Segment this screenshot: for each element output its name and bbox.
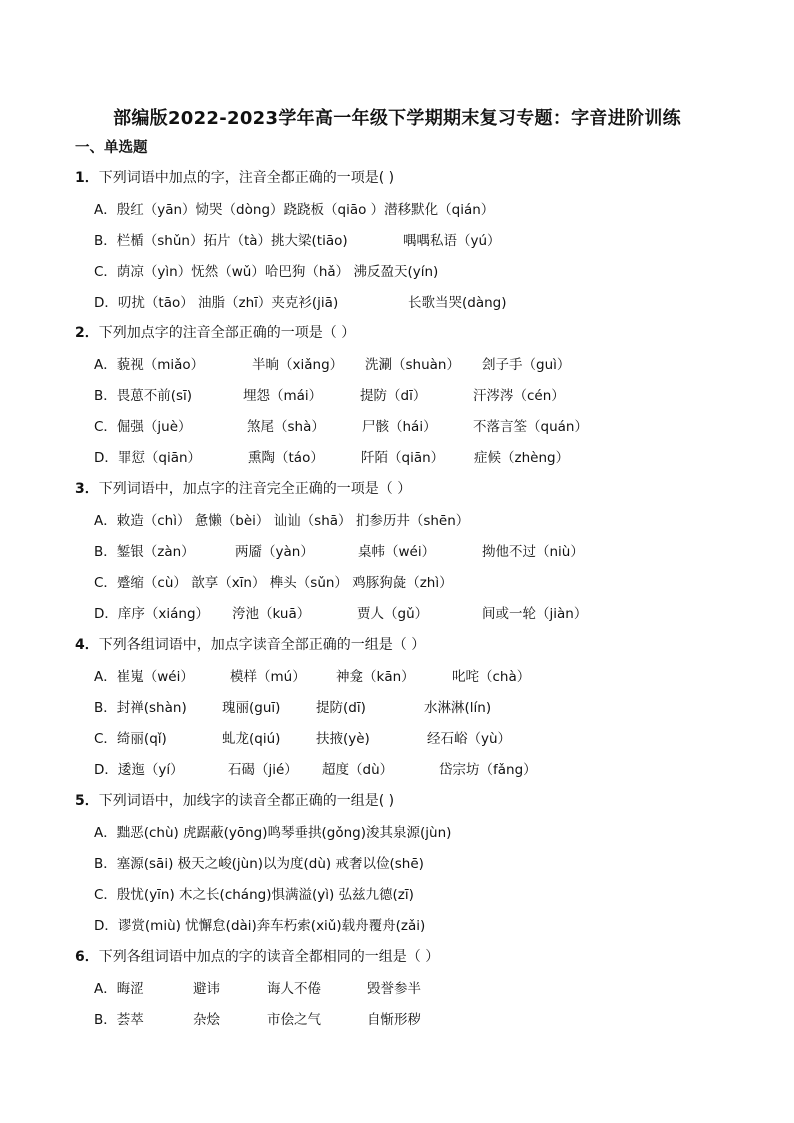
option-d-part-1: D．罪愆（qiān） xyxy=(94,450,202,466)
question-2 xyxy=(75,322,355,342)
option-a-part-2: 避讳 xyxy=(193,981,220,997)
option-d: D．叨扰（tāo） 油脂（zhī）夹克衫(jiā) 长歌当哭(dàng) xyxy=(94,295,507,311)
option-b-part-2: 杂烩 xyxy=(193,1012,220,1028)
question-stem: 下列各组词语中加点的字的读音全都相同的一组是（ ） xyxy=(98,949,440,965)
option-d-part-2: 洿池（kuā） xyxy=(232,606,311,622)
option-a-part-1: A．晦涩 xyxy=(94,981,144,997)
option-a: A．敕造（chì） 惫懒（bèi） 讪讪（shā） 扪参历井（shēn） xyxy=(94,513,470,529)
question-3 xyxy=(75,478,411,498)
option-c-part-2: 虬龙(qiú) xyxy=(222,731,281,747)
option-a-part-1: A．藐视（miǎo） xyxy=(94,357,205,373)
option-b-part-2: 埋怨（mái） xyxy=(243,388,323,404)
section-heading: 一、单选题 xyxy=(75,140,148,156)
option-a-part-1: A．崔嵬（wéi） xyxy=(94,669,194,685)
option-c-part-4: 不落言筌（quán） xyxy=(473,419,588,435)
option-b-part-1: B．荟萃 xyxy=(94,1012,144,1028)
option-a-part-3: 洗涮（shuàn） xyxy=(365,357,460,373)
option-d-part-1: D．庠序（xiáng） xyxy=(94,606,210,622)
option-c: C．蹙缩（cù） 歆享（xīn） 榫头（sǔn） 鸡豚狗彘（zhì） xyxy=(94,575,453,591)
option-c-part-2: 煞尾（shà） xyxy=(247,419,325,435)
option-b-part-4: 自惭形秽 xyxy=(367,1012,421,1028)
question-4 xyxy=(75,634,425,654)
option-a-part-2: 半晌（xiǎng） xyxy=(252,357,344,373)
option-b-part-4: 水淋淋(lín) xyxy=(424,700,492,716)
question-stem: 下列各组词语中，加点字读音全部正确的一组是（ ） xyxy=(98,637,426,653)
option-b-part-3: 提防(dī) xyxy=(316,700,366,716)
option-b-part-2: 两靥（yàn） xyxy=(235,544,314,560)
option-d: D．谬赏(miù) 忧懈怠(dài)奔车朽索(xiǔ)载舟覆舟(zǎi) xyxy=(94,918,426,934)
question-number: 2． xyxy=(75,325,99,341)
option-b-part-2: 瑰丽(guī) xyxy=(222,700,281,716)
option-d-part-4: 症候（zhèng） xyxy=(474,450,570,466)
option-d-part-4: 岱宗坊（fǎng） xyxy=(439,762,537,778)
option-a-part-4: 刽子手（guì） xyxy=(482,357,571,373)
document-title: 部编版2022-2023学年高一年级下学期期末复习专题：字音进阶训练 xyxy=(113,108,681,129)
option-b-part-1: B．錾银（zàn） xyxy=(94,544,195,560)
option-b: B．塞源(sāi) 极天之峻(jùn)以为度(dù) 戒奢以俭(shē) xyxy=(94,856,424,872)
option-c-part-4: 经石峪（yù） xyxy=(427,731,512,747)
option-c-part-1: C．绮丽(qǐ) xyxy=(94,731,167,747)
question-stem: 下列加点字的注音全部正确的一项是（ ） xyxy=(98,325,356,341)
option-b-part-1: B．封禅(shàn) xyxy=(94,700,187,716)
option-c: C．荫凉（yìn）怃然（wǔ）哈巴狗（hǎ） 沸反盈天(yín) xyxy=(94,264,439,280)
question-number: 1． xyxy=(75,170,99,186)
question-stem: 下列词语中，加线字的读音全都正确的一组是( ) xyxy=(98,793,395,809)
option-a-part-3: 诲人不倦 xyxy=(267,981,321,997)
option-d-part-4: 间或一轮（jiàn） xyxy=(482,606,588,622)
option-c-part-1: C．倔强（juè） xyxy=(94,419,192,435)
option-b-part-1: B．畏葸不前(sī) xyxy=(94,388,193,404)
option-a: A．黜恶(chù) 虎踞蔽(yōng)鸣琴垂拱(gǒng)浚其泉源(jùn) xyxy=(94,825,452,841)
option-b-part-3: 桌帏（wéi） xyxy=(358,544,436,560)
option-d-part-1: D．逶迤（yí） xyxy=(94,762,184,778)
option-a-part-4: 毁誉参半 xyxy=(367,981,421,997)
option-b-part-4: 拗他不过（niù） xyxy=(482,544,584,560)
question-1 xyxy=(75,167,394,187)
option-b-part-3: 市侩之气 xyxy=(267,1012,321,1028)
question-6 xyxy=(75,946,439,966)
option-c-part-3: 扶掖(yè) xyxy=(316,731,370,747)
option-b: B．栏楯（shǔn）拓片（tà）挑大梁(tiāo) 喁喁私语（yú） xyxy=(94,233,501,249)
question-stem: 下列词语中加点的字，注音全都正确的一项是( ) xyxy=(98,170,395,186)
option-d-part-2: 石碣（jié） xyxy=(228,762,298,778)
option-a-part-3: 神龛（kān） xyxy=(336,669,415,685)
question-stem: 下列词语中，加点字的注音完全正确的一项是（ ） xyxy=(98,481,412,497)
option-d-part-3: 贾人（gǔ） xyxy=(357,606,429,622)
question-number: 5． xyxy=(75,793,99,809)
option-d-part-3: 超度（dù） xyxy=(322,762,394,778)
option-c: C．殷忧(yīn) 木之长(cháng)惧满溢(yì) 弘兹九德(zī) xyxy=(94,887,414,903)
question-number: 3． xyxy=(75,481,99,497)
option-a-part-2: 模样（mú） xyxy=(230,669,306,685)
question-number: 6． xyxy=(75,949,99,965)
option-b-part-3: 提防（dī） xyxy=(360,388,427,404)
option-a-part-4: 叱咤（chà） xyxy=(452,669,531,685)
option-d-part-2: 熏陶（táo） xyxy=(248,450,324,466)
option-b-part-4: 汗涔涔（cén） xyxy=(473,388,565,404)
option-d-part-3: 阡陌（qiān） xyxy=(361,450,445,466)
option-a: A．殷红（yān）恸哭（dòng）跷跷板（qiāo ）潜移默化（qián） xyxy=(94,202,495,218)
question-5 xyxy=(75,790,394,810)
question-number: 4． xyxy=(75,637,99,653)
option-c-part-3: 尸骸（hái） xyxy=(362,419,437,435)
